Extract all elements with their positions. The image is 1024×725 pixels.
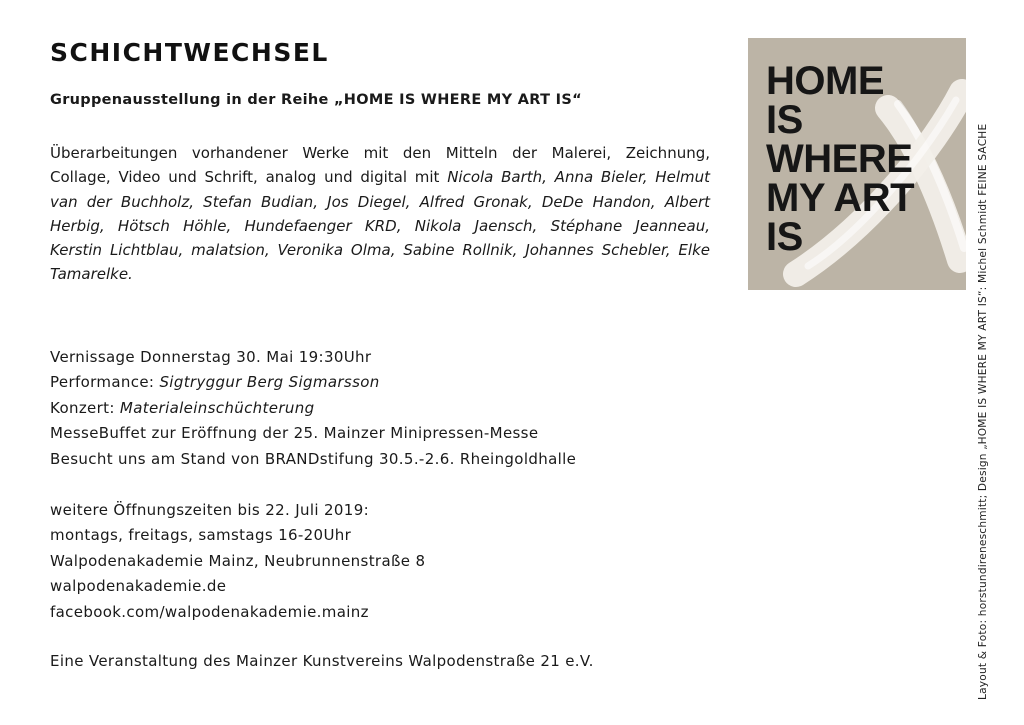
logo-line: WHERE <box>766 137 913 181</box>
logo-line: IS <box>766 215 803 259</box>
exhibition-logo <box>748 38 966 290</box>
stand-line: Besucht uns am Stand von BRANDstifung 30.5.-2.6. Rheingoldhalle <box>50 449 577 468</box>
credit-line: Layout & Foto: horstundireneschmitt; Design „HOME IS WHERE MY ART IS“: Michel Schmidt FEINE SACHE <box>977 123 989 700</box>
footer-note: Eine Veranstaltung des Mainzer Kunstvereins Walpodenstraße 21 e.V. <box>50 652 594 670</box>
performance-name: Sigtryggur Berg Sigmarsson <box>159 373 380 392</box>
description <box>50 141 710 287</box>
buffet-line: MesseBuffet zur Eröffnung der 25. Mainzer Minipressen-Messe <box>50 424 539 443</box>
artist-list: Nicola Barth, Anna Bieler, Helmut van der Buchholz, Stefan Budian, Jos Diegel, Alfred Gronak, DeDe Handon, Albert Herbig, Hötsch Höhle, Hundefaenger KRD, Nikola Jaensch, Stéphane Jeanneau, Kerstin Lichtblau, malatsion, Veronika Olma, Sabine Rollnik, Johannes Schebler, Elke Tamarelke. <box>50 168 710 284</box>
info-block <box>50 498 710 625</box>
logo-line: IS <box>766 98 803 142</box>
logo-text <box>766 59 915 259</box>
concert-line <box>50 396 710 421</box>
performance-line <box>50 370 710 395</box>
hours-heading: weitere Öffnungszeiten bis 22. Juli 2019: <box>50 501 369 519</box>
vernissage-line: Vernissage Donnerstag 30. Mai 19:30Uhr <box>50 348 372 366</box>
page-title: SCHICHTWECHSEL <box>50 38 329 67</box>
subtitle: Gruppenausstellung in der Reihe „HOME IS WHERE MY ART IS“ <box>50 92 582 108</box>
performance-label: Performance: <box>50 373 155 392</box>
events-block <box>50 345 710 472</box>
website: walpodenakademie.de <box>50 577 227 596</box>
opening-hours: montags, freitags, samstags 16-20Uhr <box>50 526 352 545</box>
concert-label: Konzert: <box>50 398 115 417</box>
concert-name: Materialeinschüchterung <box>119 398 315 417</box>
logo-line: HOME <box>766 59 884 103</box>
description-intro: Überarbeitungen vorhandener Werke mit den Mitteln der Malerei, Zeichnung, Collage, Video und Schrift, analog und digital mit <box>50 144 710 187</box>
facebook-link: facebook.com/walpodenakademie.mainz <box>50 602 369 621</box>
address: Walpodenakademie Mainz, Neubrunnenstraße 8 <box>50 551 426 570</box>
logo-line: MY ART <box>766 176 915 220</box>
